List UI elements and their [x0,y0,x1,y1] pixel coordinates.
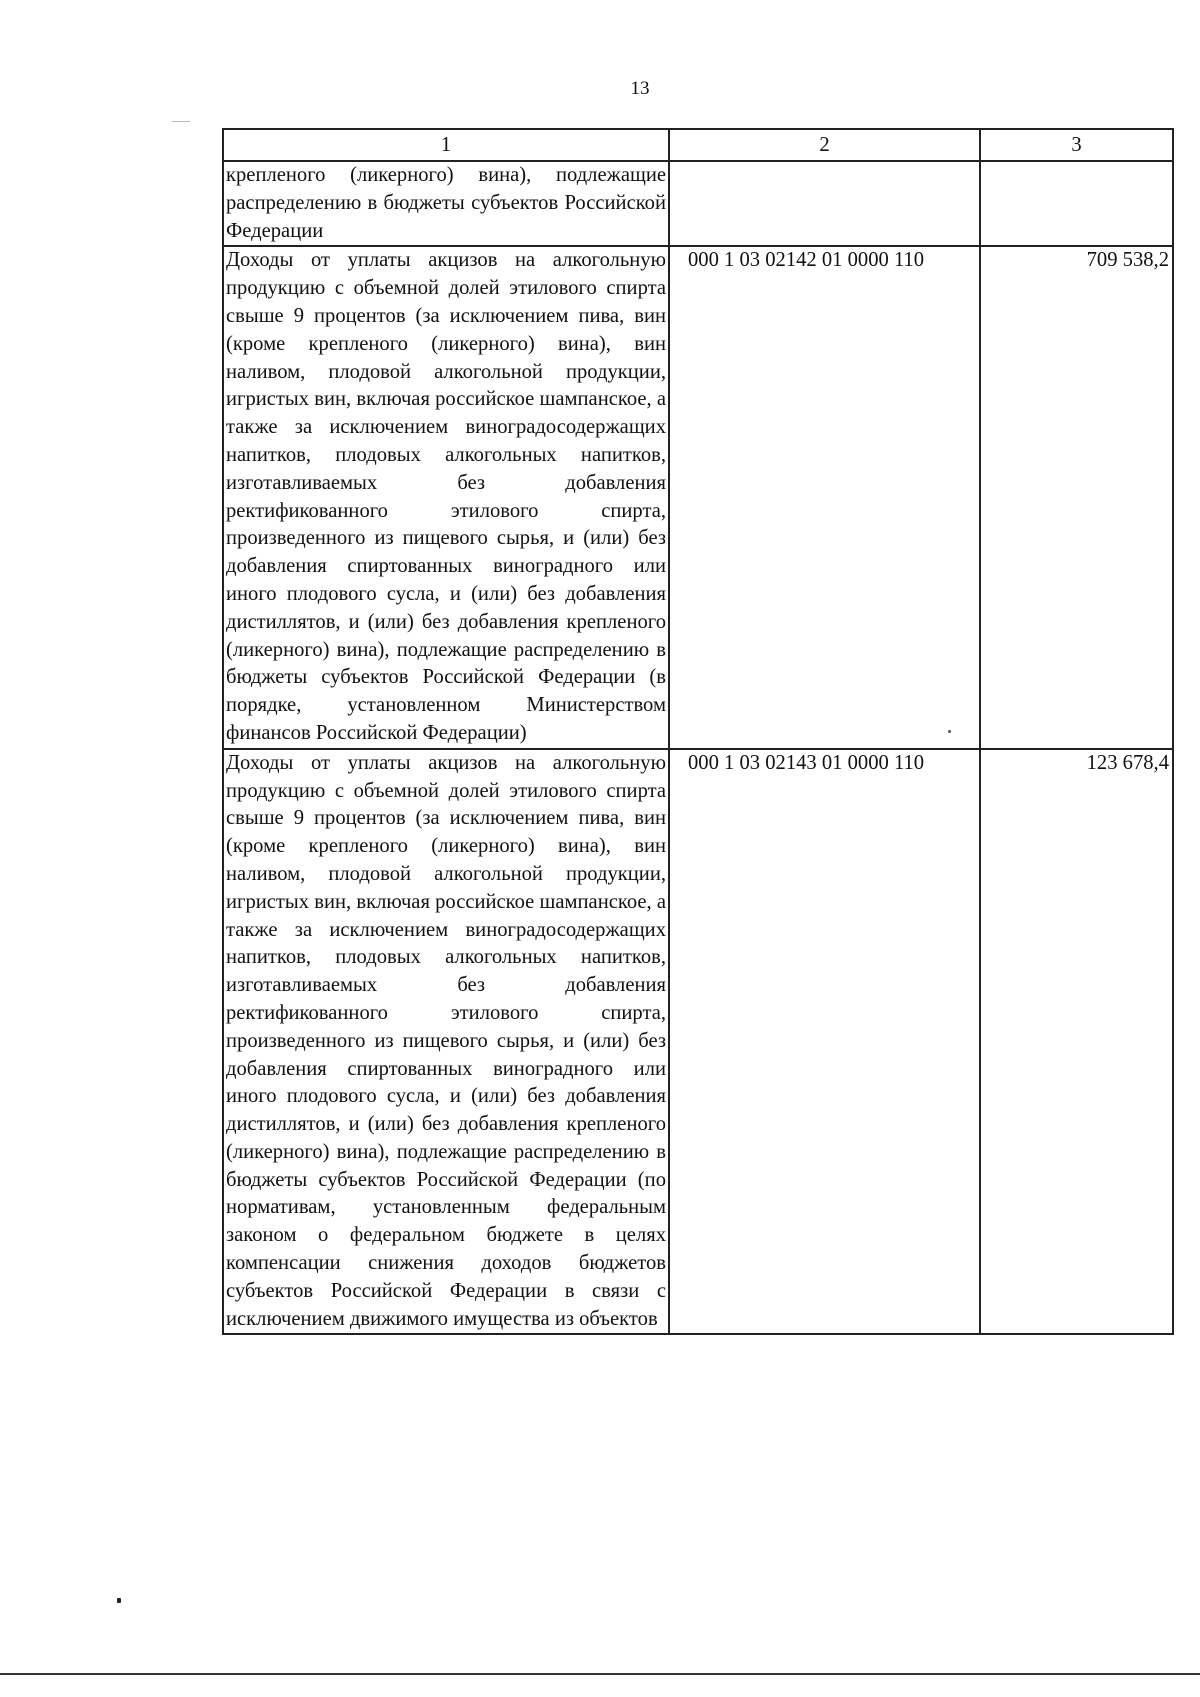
row-code: 000 1 03 02143 01 0000 110 [669,749,980,1335]
row-amount: 709 538,2 [980,246,1173,748]
column-header-1: 1 [223,129,669,161]
page-number: 13 [630,78,650,99]
column-header-2: 2 [669,129,980,161]
table-row [223,161,1173,246]
table-row [223,246,1173,748]
revenue-table [222,128,1174,1335]
scan-speck [948,730,951,733]
row-description: Доходы от уплаты акцизов на алкогольную продукцию с объемной долей этилового спирта свыше 9 процентов (за исключением пива, вин (кроме крепленого (ликерного) вина), вин наливом, плодовой алкогольной продукции, игристых вин, включая российское шампанское, а также за исключением виноградосодержащих напитков, плодовых алкогольных напитков, изготавливаемых без добавления ректификованного этилового спирта, произведенного из пищевого сырья, и (или) без добавления спиртованных виноградного или иного плодового сусла, и (или) без добавления дистиллятов, и (или) без добавления крепленого (ликерного) вина), подлежащие распределению в бюджеты субъектов Российской Федерации (по нормативам, установленным федеральным законом о федеральном бюджете в целях компенсации снижения доходов бюджетов субъектов Российской Федерации в связи с исключением движимого имущества из объектов [223,749,669,1335]
row-code [669,161,980,246]
row-amount [980,161,1173,246]
row-description: крепленого (ликерного) вина), подлежащие распределению в бюджеты субъектов Российской Федерации [223,161,669,246]
bottom-rule [0,1673,1200,1675]
row-code: 000 1 03 02142 01 0000 110 [669,246,980,748]
margin-mark [117,1598,121,1603]
row-description: Доходы от уплаты акцизов на алкогольную продукцию с объемной долей этилового спирта свыше 9 процентов (за исключением пива, вин (кроме крепленого (ликерного) вина), вин наливом, плодовой алкогольной продукции, игристых вин, включая российское шампанское, а также за исключением виноградосодержащих напитков, плодовых алкогольных напитков, изготавливаемых без добавления ректификованного этилового спирта, произведенного из пищевого сырья, и (или) без добавления спиртованных виноградного или иного плодового сусла, и (или) без добавления дистиллятов, и (или) без добавления крепленого (ликерного) вина), подлежащие распределению в бюджеты субъектов Российской Федерации (в порядке, установленном Министерством финансов Российской Федерации) [223,246,669,748]
margin-tick [172,121,190,122]
row-amount: 123 678,4 [980,749,1173,1335]
column-header-3: 3 [980,129,1173,161]
header-row [223,129,1173,161]
table-row [223,749,1173,1335]
